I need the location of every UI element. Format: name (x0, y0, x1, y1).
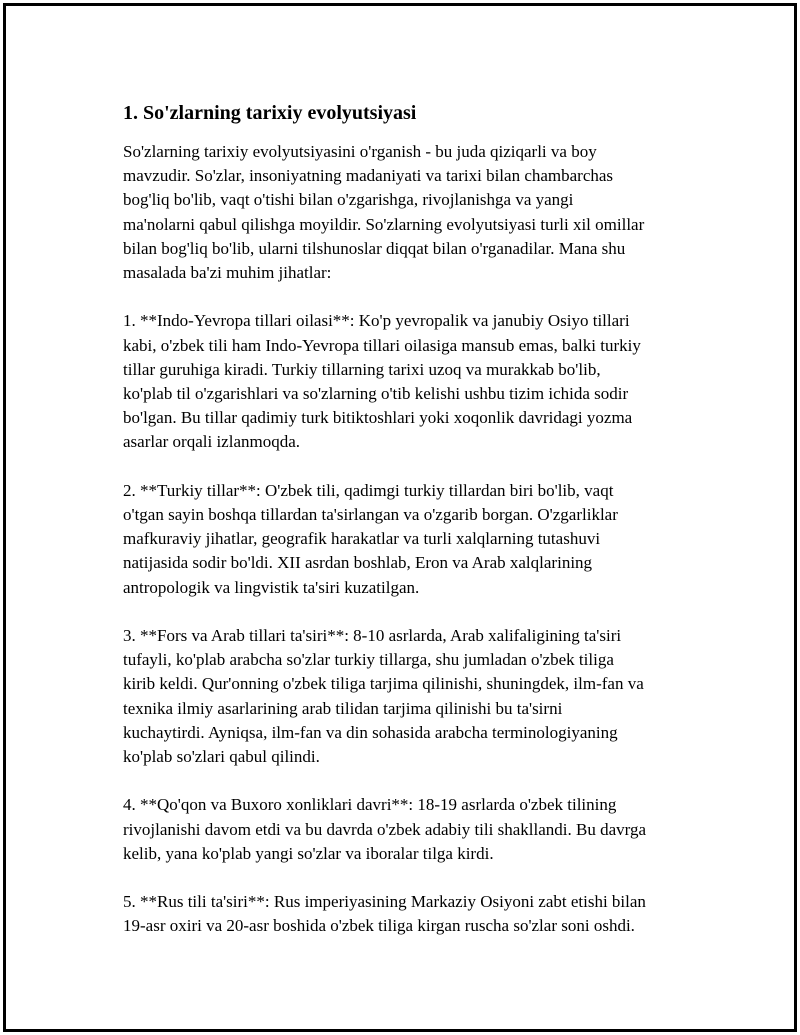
intro-paragraph: So'zlarning tarixiy evolyutsiyasini o'rganish - bu juda qiziqarli va boy mavzudir. So'zlar, insoniyatning madaniyati va tarixi bilan chambarchas bog'liq bo'lib, vaqt o'tishi bilan o'zgarishga, rivojlanishga va yangi ma'nolarni qabul qilishga moyildir. So'zlarning evolyutsiyasi turli xil omillar bilan bog'liq bo'lib, ularni tilshunoslar diqqat bilan o'rganadilar. Mana shu masalada ba'zi muhim jihatlar: (123, 142, 645, 283)
paragraph-item-2: 2. **Turkiy tillar**: O'zbek tili, qadimgi turkiy tillardan biri bo'lib, vaqt o'tgan sayin boshqa tillardan ta'sirlangan va o'zgarib borgan. O'zgarliklar mafkuraviy jihatlar, geografik harakatlar va turli xalqlarning tutashuvi natijasida sodir bo'ldi. XII asrdan boshlab, Eron va Arab xalqlarining antropologik va lingvistik ta'siri kuzatilgan. (123, 480, 618, 597)
paragraph-item-4: 4. **Qo'qon va Buxoro xonliklari davri**: 18-19 asrlarda o'zbek tilining rivojlanishi davom etdi va bu davrda o'zbek adabiy tili shakllandi. Bu davrga kelib, yana ko'plab yangi so'zlar va iboralar tilga kirdi. (123, 795, 647, 863)
paragraph-item-3: 3. **Fors va Arab tillari ta'siri**: 8-10 asrlarda, Arab xalifaligining ta'siri tufayli, ko'plab arabcha so'zlar turkiy tillarga, shu jumladan o'zbek tiliga kirib keldi. Qur'onning o'zbek tiliga tarjima qilinishi, shuningdek, ilm-fan va texnika ilmiy asarlarining arab tilidan tarjima qilinishi bu ta'sirni kuchaytirdi. Ayniqsa, ilm-fan va din sohasida arabcha terminologiyaning ko'plab so'zlari qabul qilindi. (123, 626, 644, 767)
document-body (123, 100, 693, 963)
paragraph-item-1: 1. **Indo-Yevropa tillari oilasi**: Ko'p yevropalik va janubiy Osiyo tillari kabi, o'zbek tili ham Indo-Yevropa tillari oilasiga mansub emas, balki turkiy tillar guruhiga kiradi. Turkiy tillarning tarixi uzoq va murakkab bo'lib, ko'plab til o'zgarishlari va so'zlarning o'tib kelishi ushbu tizim ichida sodir bo'lgan. Bu tillar qadimiy turk bitiktoshlari yoki xoqonlik davridagi yozma asarlar orqali izlanmoqda. (123, 311, 641, 452)
page-frame (3, 3, 797, 1032)
document-title: 1. So'zlarning tarixiy evolyutsiyasi (123, 102, 417, 124)
paragraph-item-5: 5. **Rus tili ta'siri**: Rus imperiyasining Markaziy Osiyoni zabt etishi bilan 19-asr oxiri va 20-asr boshida o'zbek tiliga kirgan ruscha so'zlar soni oshdi. (123, 892, 646, 936)
